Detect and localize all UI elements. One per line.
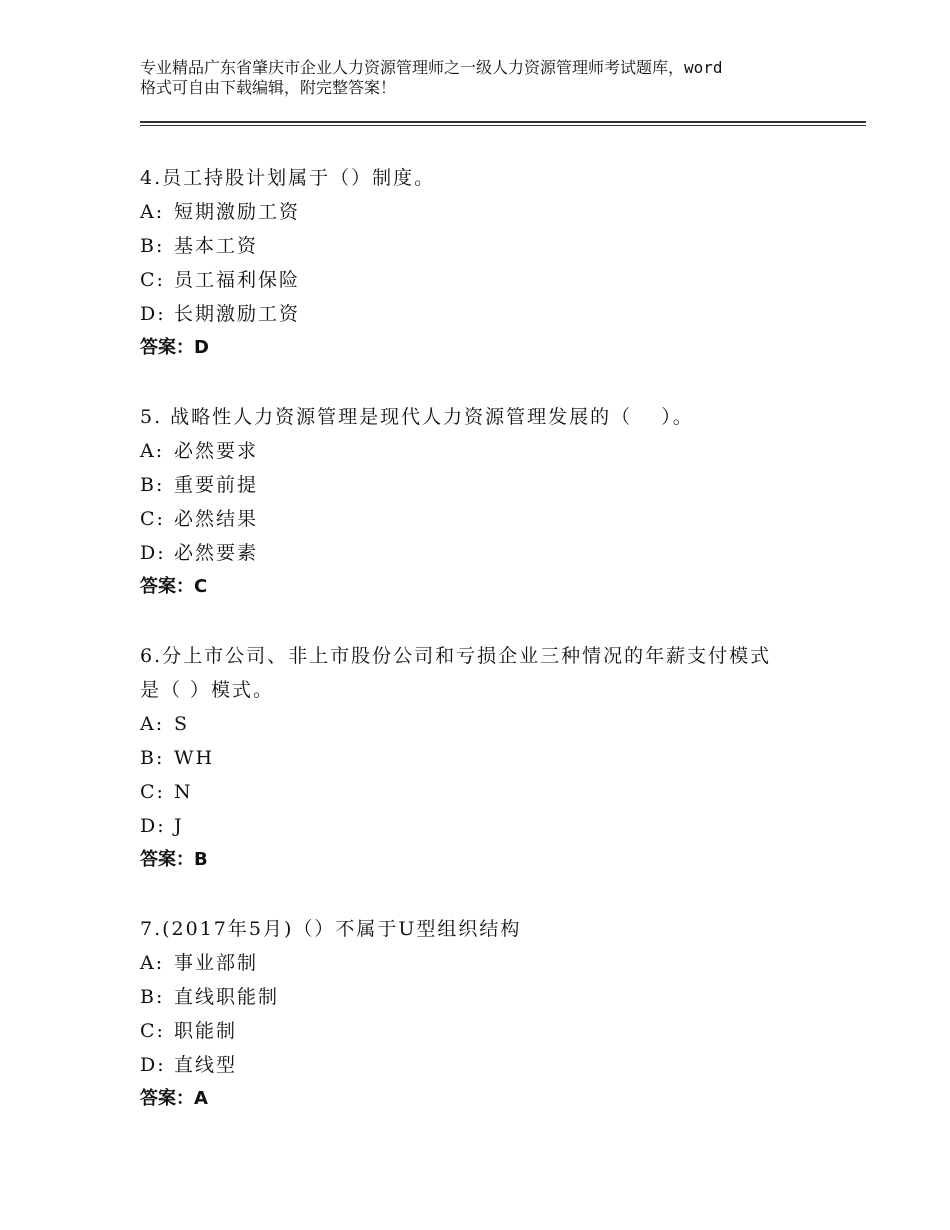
document-header: [140, 58, 840, 98]
option-text: J: [174, 815, 184, 837]
option-text: 直线职能制: [174, 986, 280, 1008]
option-text: WH: [174, 747, 215, 769]
answer-label: 答案：A: [140, 1088, 208, 1109]
option-text: S: [174, 713, 190, 735]
option-text: 事业部制: [174, 952, 259, 974]
question-title: 7.(2017年5月)（）不属于U型组织结构: [140, 918, 522, 940]
header-divider-thick: [140, 121, 866, 123]
option-a: [140, 434, 840, 468]
option-a: [140, 707, 840, 741]
option-letter: A:: [140, 201, 165, 223]
option-letter: A:: [140, 952, 165, 974]
question-6: [140, 639, 840, 877]
option-d: [140, 809, 840, 843]
header-divider-thin: [140, 125, 866, 126]
option-b: [140, 980, 840, 1014]
option-letter: C:: [140, 781, 165, 803]
option-text: 长期激励工资: [174, 303, 301, 325]
option-letter: C:: [140, 269, 165, 291]
option-letter: D:: [140, 303, 166, 325]
option-letter: B:: [140, 474, 165, 496]
option-letter: C:: [140, 1020, 165, 1042]
answer-label: 答案：B: [140, 849, 208, 870]
answer-label: 答案：C: [140, 576, 208, 597]
option-text: 必然要求: [174, 440, 259, 462]
question-5: [140, 400, 840, 604]
question-title-line-2: 是（ ）模式。: [140, 679, 275, 701]
question-title-line-1: 6.分上市公司、非上市股份公司和亏损企业三种情况的年薪支付模式: [140, 645, 772, 667]
option-b: [140, 229, 840, 263]
header-line-1: 专业精品广东省肇庆市企业人力资源管理师之一级人力资源管理师考试题库，word: [140, 58, 723, 77]
option-d: [140, 1048, 840, 1082]
option-letter: D:: [140, 1054, 166, 1076]
option-a: [140, 946, 840, 980]
question-title: 5. 战略性人力资源管理是现代人力资源管理发展的（ ）。: [140, 406, 694, 428]
option-text: 基本工资: [174, 235, 259, 257]
option-letter: A:: [140, 440, 165, 462]
option-letter: A:: [140, 713, 165, 735]
option-text: 必然结果: [174, 508, 259, 530]
header-line-2: 格式可自由下载编辑，附完整答案！: [140, 78, 397, 97]
option-b: [140, 741, 840, 775]
question-title: 4.员工持股计划属于（）制度。: [140, 167, 436, 189]
option-letter: C:: [140, 508, 165, 530]
option-text: 员工福利保险: [174, 269, 301, 291]
option-text: 重要前提: [174, 474, 259, 496]
option-letter: B:: [140, 747, 165, 769]
option-text: N: [174, 781, 193, 803]
option-c: [140, 502, 840, 536]
option-c: [140, 775, 840, 809]
answer-label: 答案：D: [140, 337, 209, 358]
question-7: [140, 912, 840, 1116]
option-c: [140, 1014, 840, 1048]
option-text: 短期激励工资: [174, 201, 301, 223]
option-text: 直线型: [174, 1054, 238, 1076]
option-text: 必然要素: [174, 542, 259, 564]
option-letter: D:: [140, 815, 166, 837]
option-b: [140, 468, 840, 502]
option-d: [140, 297, 840, 331]
option-letter: D:: [140, 542, 166, 564]
option-a: [140, 195, 840, 229]
option-text: 职能制: [174, 1020, 238, 1042]
question-4: [140, 161, 840, 365]
option-d: [140, 536, 840, 570]
option-letter: B:: [140, 235, 165, 257]
option-c: [140, 263, 840, 297]
option-letter: B:: [140, 986, 165, 1008]
